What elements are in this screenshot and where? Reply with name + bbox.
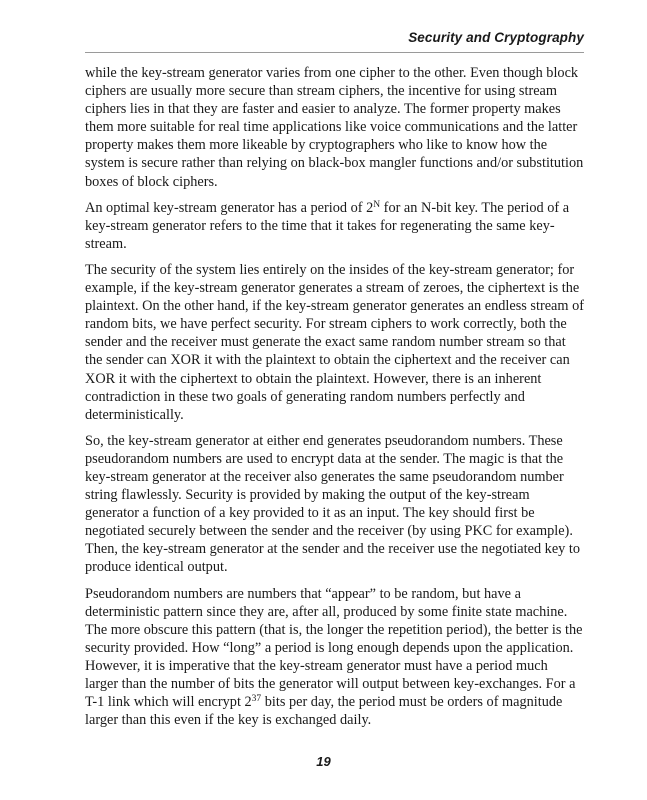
page-number: 19 xyxy=(316,754,331,769)
paragraph-5-text-after: bits per day, the period must be orders of magnitude larger than this even if the key is exchanged daily. xyxy=(85,694,563,729)
body-text xyxy=(85,64,584,737)
header-rule xyxy=(85,52,584,53)
paragraph-2-text-before: An optimal key-stream generator has a period of 2 xyxy=(85,199,374,216)
paragraph-4: So, the key-stream generator at either end generates pseudorandom numbers. These pseudorandom numbers are used to encrypt data at the sender. The magic is that the key-stream generator at the receiver also generates the same pseudorandom number string flawlessly. Security is provided by making the output of the key-stream generator a function of a key provided to it as an input. The key should first be negotiated securely between the sender and the receiver (by using PKC for example). Then, the key-stream generator at the sender and the receiver use the negotiated key to produce identical output. xyxy=(85,432,581,576)
paragraph-2 xyxy=(85,199,584,253)
paragraph-5 xyxy=(85,585,584,730)
paragraph-2-superscript: N xyxy=(373,199,381,210)
paragraph-5-text-before: Pseudorandom numbers are numbers that “appear” to be random, but have a deterministic pattern since they are, after all, produced by some finite state machine. The more obscure this pattern (that is, the longer the repetition period), the better is the security provided. How “long” a period is long enough depends upon the application. However, it is imperative that the key-stream generator must have a period much larger than the number of bits the generator will output between key-exchanges. For a T-1 link which will encrypt 2 xyxy=(85,585,583,711)
paragraph-3: The security of the system lies entirely on the insides of the key-stream generator; for example, if the key-stream generator generates a stream of zeroes, the ciphertext is the plaintext. On the other hand, if the key-stream generator generates an endless stream of random bits, we have perfect security. For stream ciphers to work correctly, both the sender and the receiver must generate the exact same random number stream so that the sender can XOR it with the plaintext to obtain the ciphertext and the receiver can XOR it with the ciphertext to obtain the plaintext. However, there is an inherent contradiction in these two goals of generating random numbers perfectly and deterministically. xyxy=(85,261,585,423)
paragraph-2-text-after: for an N-bit key. The period of a key-stream generator refers to the time that it takes for regenerating the same key-stream. xyxy=(85,199,570,252)
paragraph-1: while the key-stream generator varies from one cipher to the other. Even though block ciphers are usually more secure than stream ciphers, the incentive for using stream ciphers lies in that they are faster and easier to analyze. The former property makes them more suitable for real time applications like voice communications and the latter property makes them more likeable by cryptographers who like to know how the system is secure rather than relying on black-box mangler functions and/or substitution boxes of block ciphers. xyxy=(85,65,584,190)
paragraph-5-superscript: 37 xyxy=(251,694,262,705)
running-header: Security and Cryptography xyxy=(408,30,584,45)
